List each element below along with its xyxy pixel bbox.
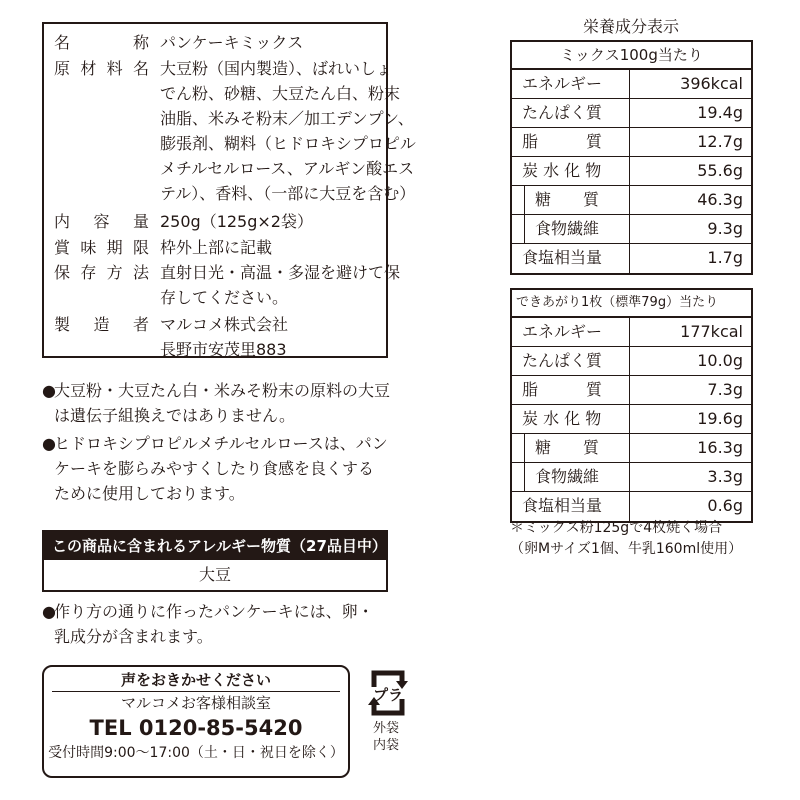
plastic-recycle-icon	[362, 667, 414, 719]
info-row-value	[160, 312, 288, 362]
nutrition-row	[512, 70, 751, 99]
nutrition-table	[510, 288, 753, 523]
nutrient-value: 10.0g	[697, 351, 743, 370]
label-char: 存	[80, 263, 97, 283]
info-row-value	[160, 235, 272, 260]
nutrient-value: 55.6g	[697, 161, 743, 180]
voice-tel: TEL 0120-85-5420	[89, 716, 303, 740]
value-line: 直射日光・高温・多湿を避けて保	[160, 263, 401, 283]
label-char: 料	[106, 58, 123, 78]
info-row-value	[160, 260, 400, 310]
note-line: 作り方の通りに作ったパンケーキには、卵・	[54, 602, 374, 621]
info-row-label	[54, 56, 149, 81]
note-item	[42, 431, 402, 506]
label-char: 名	[132, 58, 149, 78]
nutrition-table-header: ミックス100g当たり	[512, 42, 751, 70]
nutrition-row	[512, 492, 751, 521]
info-row-value	[160, 30, 303, 55]
recycle-label-inner: 内袋	[372, 738, 399, 753]
nutrient-name: エネルギー	[512, 70, 630, 98]
label-char: 方	[106, 263, 123, 283]
nutrient-value: 12.7g	[697, 132, 743, 151]
nutrition-title: 栄養成分表示	[582, 17, 679, 36]
value-line: 長野市安茂里883	[160, 339, 287, 359]
value-line: 大豆粉（国内製造）、ばれいしょ	[160, 58, 393, 78]
nutrition-row	[512, 157, 751, 186]
nutrient-name: 食塩相当量	[512, 244, 630, 273]
nutrient-name: たんぱく質	[512, 99, 630, 127]
nutrient-name: 食物繊維	[524, 215, 630, 243]
recycle-mark-text: プラ	[372, 686, 404, 704]
nutrient-name: 脂 質	[512, 376, 630, 404]
info-row-label	[54, 209, 149, 234]
note-line: ヒドロキシプロピルメチルセルロースは、パン	[54, 434, 388, 453]
label-char: 法	[132, 263, 149, 283]
label-char: 製	[54, 314, 71, 334]
value-line: 存してください。	[160, 288, 289, 308]
nutrition-row	[512, 434, 751, 463]
bullet-icon: ●	[42, 381, 56, 400]
nutrient-name: 脂 質	[512, 128, 630, 156]
label-char: 期	[106, 237, 123, 257]
bullet-icon: ●	[42, 602, 56, 621]
nutrient-name: 炭 水 化 物	[512, 405, 630, 433]
note-item	[42, 378, 402, 428]
label-char: 賞	[54, 237, 71, 257]
label-char: 者	[132, 314, 149, 334]
label-char: 保	[54, 263, 71, 283]
value-line: パンケーキミックス	[160, 33, 304, 52]
allergy-header: この商品に含まれるアレルギー物質（27品目中）	[44, 532, 386, 560]
label-char: 名	[54, 33, 71, 52]
label-char: 量	[132, 212, 149, 232]
footnote-line: ＊ミックス粉125gで4枚焼く場合	[510, 520, 723, 536]
nutrient-name: エネルギー	[512, 318, 630, 346]
nutrition-row	[512, 463, 751, 492]
recycle-label-outer: 外袋	[372, 721, 399, 736]
voice-header: 声をおきかせください	[52, 669, 340, 692]
nutrition-row	[512, 244, 751, 273]
product-info-box	[42, 22, 416, 359]
nutrient-value: 9.3g	[707, 219, 743, 238]
info-row-value	[160, 209, 313, 234]
info-row-label	[54, 260, 149, 285]
label-char: 材	[80, 58, 97, 78]
label-char: 造	[93, 314, 110, 334]
value-line: テル）、香料、（一部に大豆を含む）	[160, 183, 416, 203]
nutrition-row	[512, 186, 751, 215]
info-row-value	[160, 56, 416, 206]
note-line: 乳成分が含まれます。	[54, 627, 213, 646]
allergy-box	[42, 530, 388, 592]
nutrient-value: 177kcal	[680, 322, 743, 341]
nutrient-name: 糖 質	[524, 186, 630, 214]
nutrient-value: 19.4g	[697, 103, 743, 122]
nutrient-value: 19.6g	[697, 409, 743, 428]
label-char: 容	[93, 212, 110, 232]
note-line: ために使用しております。	[54, 484, 245, 503]
nutrition-table	[510, 40, 753, 275]
nutrient-value: 3.3g	[707, 467, 743, 486]
value-line: マルコメ株式会社	[160, 314, 289, 334]
nutrient-name: 炭 水 化 物	[512, 157, 630, 185]
nutrient-value: 16.3g	[697, 438, 743, 457]
recycle-labels	[360, 720, 412, 754]
nutrition-row	[512, 128, 751, 157]
value-line: 枠外上部に記載	[160, 237, 273, 257]
nutrition-row	[512, 318, 751, 347]
nutrient-value: 1.7g	[707, 248, 743, 267]
label-char: 称	[132, 33, 149, 52]
label-char: 限	[132, 237, 149, 257]
nutrient-name: 食物繊維	[524, 463, 630, 491]
nutrient-name: 食塩相当量	[512, 492, 630, 521]
allergy-value: 大豆	[198, 565, 231, 584]
note-line: は遺伝子組換えではありません。	[54, 406, 295, 425]
nutrition-row	[512, 376, 751, 405]
nutrient-name: たんぱく質	[512, 347, 630, 375]
value-line: でん粉、砂糖、大豆たん白、粉末	[160, 83, 401, 103]
footnote-line: （卵Mサイズ1個、牛乳160ml使用）	[510, 541, 743, 557]
nutrition-row	[512, 99, 751, 128]
nutrition-footnote	[510, 518, 742, 560]
nutrient-value: 7.3g	[707, 380, 743, 399]
nutrition-row	[512, 347, 751, 376]
voice-hours: 受付時間9:00～17:00（土・日・祝日を除く）	[48, 745, 344, 761]
customer-voice-box	[42, 665, 350, 778]
nutrient-name: 糖 質	[524, 434, 630, 462]
bullet-icon: ●	[42, 434, 56, 453]
info-row-label	[54, 312, 149, 337]
note-line: 大豆粉・大豆たん白・米みそ粉末の原料の大豆	[54, 381, 391, 400]
label-char: 内	[54, 212, 71, 232]
label-char: 原	[54, 58, 71, 78]
note-line: ケーキを膨らみやすくしたり食感を良くする	[54, 459, 375, 478]
note-item	[42, 599, 402, 649]
label-char: 味	[80, 237, 97, 257]
value-line: 油脂、米みそ粉末／加工デンプン、	[160, 108, 414, 128]
nutrition-row	[512, 405, 751, 434]
nutrition-table-header: できあがり1枚（標準79g）当たり	[512, 290, 751, 318]
nutrient-value: 0.6g	[707, 496, 743, 515]
nutrient-value: 396kcal	[680, 74, 743, 93]
info-row-label	[54, 30, 149, 55]
value-line: メチルセルロース、アルギン酸エス	[160, 158, 415, 178]
value-line: 250g（125g×2袋）	[160, 212, 313, 232]
info-row-label	[54, 235, 149, 260]
value-line: 膨張剤、糊料（ヒドロキシプロピル	[160, 133, 416, 153]
nutrient-value: 46.3g	[697, 190, 743, 209]
nutrition-row	[512, 215, 751, 244]
voice-office: マルコメお客様相談室	[120, 694, 271, 712]
